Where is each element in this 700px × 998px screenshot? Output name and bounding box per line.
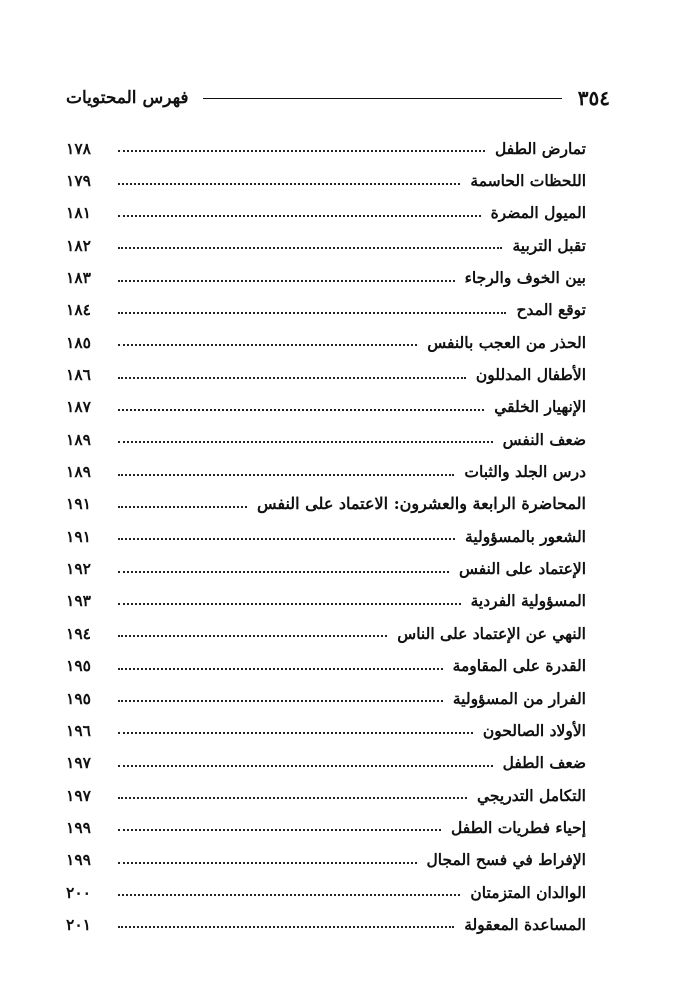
dot-leader [118,183,460,185]
dot-leader [118,247,502,249]
toc-entry[interactable] [66,585,586,617]
dot-leader [118,280,455,282]
dot-leader [118,862,417,864]
toc-chapter-entry[interactable] [66,488,586,520]
toc-entry-title: النهي عن الإعتماد على الناس [397,623,586,643]
toc-entry-page: ١٧٨ [66,138,91,158]
toc-entry-page: ٢٠١ [66,914,91,934]
toc-entry-title: إحياء فطريات الطفل [451,817,586,837]
toc-entry-title: توقع المدح [516,300,586,320]
toc-entry-page: ١٩٤ [66,623,91,643]
toc-entry[interactable] [66,811,586,843]
toc-entry-page: ١٨٢ [66,235,91,255]
toc-entry[interactable] [66,132,586,164]
dot-leader [118,215,481,217]
toc-entry[interactable] [66,423,586,455]
dot-leader [118,829,441,831]
toc-entry-page: ١٨٩ [66,462,91,482]
toc-entry[interactable] [66,261,586,293]
toc-entry[interactable] [66,747,586,779]
toc-entry-page: ١٩٦ [66,720,91,740]
toc-entry-title: الميول المضرة [490,203,586,223]
toc-entry-title: الوالدان المتزمتان [470,882,586,902]
toc-entry[interactable] [66,552,586,584]
toc-entry-page: ١٩٥ [66,688,91,708]
toc-entry-page: ١٩٩ [66,850,91,870]
toc-entry-page: ١٩١ [66,526,91,546]
toc-entry[interactable] [66,391,586,423]
toc-entry-title: تمارض الطفل [495,138,586,158]
toc-entry[interactable] [66,326,586,358]
toc-entry[interactable] [66,876,586,908]
toc-entry-page: ١٩٧ [66,785,91,805]
toc-entry-page: ١٩٥ [66,656,91,676]
toc-entry-title: الإفراط في فسح المجال [426,850,586,870]
toc-entry[interactable] [66,650,586,682]
toc-entry-page: ١٩٧ [66,753,91,773]
toc-entry-page: ١٨٣ [66,268,91,288]
toc-entry-title: درس الجلد والثبات [464,462,586,482]
toc-entry-page: ١٨٥ [66,332,91,352]
toc-entry-page: ١٩١ [66,494,91,514]
toc-entry-page: ١٩٢ [66,559,91,579]
toc-entry-title: الفرار من المسؤولية [452,688,586,708]
dot-leader [118,635,387,637]
dot-leader [118,571,449,573]
page-number: ٣٥٤ [577,86,610,110]
toc-entry-title: المساعدة المعقولة [464,914,586,934]
toc-entry-title: الإعتماد على النفس [458,559,586,579]
dot-leader [118,765,493,767]
toc-entry-title: القدرة على المقاومة [452,656,586,676]
running-title: فهرس المحتويات [66,88,189,108]
toc-entry-page: ١٧٩ [66,171,91,191]
toc-entry-title: الأولاد الصالحون [482,720,586,740]
toc-entry-title: ضعف النفس [502,429,586,449]
toc-entry[interactable] [66,908,586,940]
dot-leader [118,732,473,734]
toc-entry-title: تقبل التربية [512,235,586,255]
toc-entry-page: ١٨٧ [66,397,91,417]
dot-leader [118,797,467,799]
header-rule [203,98,562,99]
toc-entry[interactable] [66,682,586,714]
dot-leader [118,377,466,379]
toc-entry[interactable] [66,358,586,390]
toc-entry-title: الإنهيار الخلقي [494,397,586,417]
dot-leader [118,894,460,896]
toc-entry[interactable] [66,520,586,552]
toc-entry[interactable] [66,779,586,811]
toc-chapter-title: المحاضرة الرابعة والعشرون: الاعتماد على النفس [256,494,586,514]
toc-entry[interactable] [66,455,586,487]
dot-leader [118,603,461,605]
toc-entry-title: بين الخوف والرجاء [464,268,586,288]
table-of-contents [66,132,586,941]
dot-leader [118,441,493,443]
toc-entry[interactable] [66,617,586,649]
dot-leader [118,668,443,670]
toc-entry[interactable] [66,294,586,326]
toc-entry-page: ١٨١ [66,203,91,223]
dot-leader [118,506,247,508]
dot-leader [118,409,484,411]
toc-entry[interactable] [66,164,586,196]
dot-leader [118,474,454,476]
dot-leader [118,344,417,346]
toc-entry-page: ١٩٣ [66,591,91,611]
toc-entry[interactable] [66,197,586,229]
dot-leader [118,700,443,702]
toc-entry-page: ١٨٩ [66,429,91,449]
toc-entry-page: ١٨٤ [66,300,91,320]
toc-entry-title: الأطفال المدللون [475,365,586,385]
toc-entry-page: ٢٠٠ [66,882,91,902]
dot-leader [118,150,485,152]
page-header [66,80,610,116]
toc-entry-title: المسؤولية الفردية [470,591,586,611]
toc-entry-page: ١٩٩ [66,817,91,837]
toc-entry-page: ١٨٦ [66,365,91,385]
toc-entry-title: الشعور بالمسؤولية [465,526,586,546]
toc-entry-title: الحذر من العجب بالنفس [427,332,586,352]
dot-leader [118,926,454,928]
toc-entry-title: ضعف الطفل [502,753,586,773]
toc-entry[interactable] [66,844,586,876]
dot-leader [118,312,506,314]
dot-leader [118,538,455,540]
toc-entry[interactable] [66,714,586,746]
toc-entry[interactable] [66,229,586,261]
toc-entry-title: اللحظات الحاسمة [470,171,586,191]
toc-entry-title: التكامل التدريجي [477,785,586,805]
